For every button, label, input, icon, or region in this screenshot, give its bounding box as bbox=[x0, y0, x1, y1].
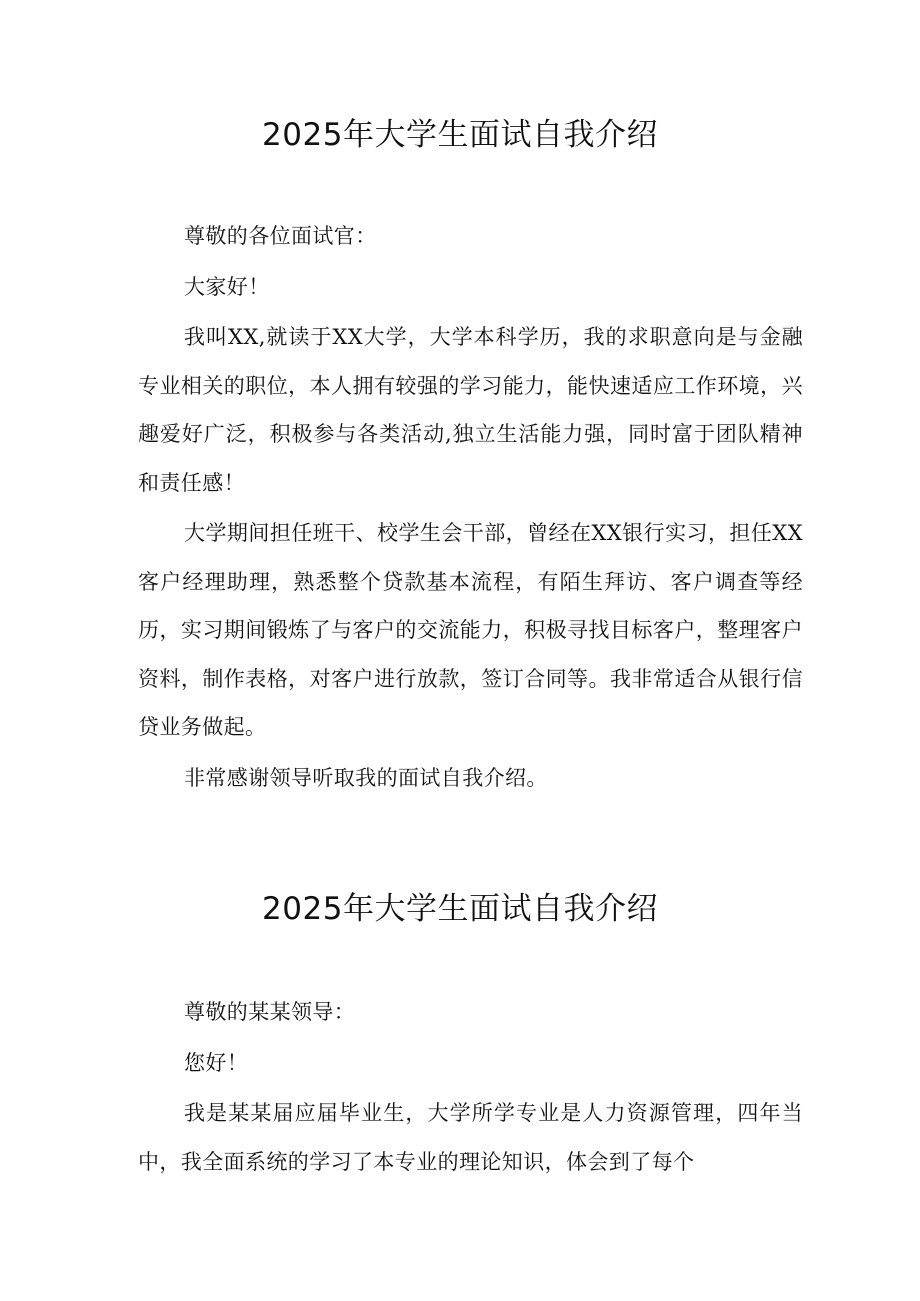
greeting: 您好！ bbox=[184, 1050, 249, 1075]
greeting: 大家好！ bbox=[184, 274, 270, 299]
body-paragraph: 我是某某届应届毕业生，大学所学专业是人力资源管理，四年当中，我全面系统的学习了本专业的理论知识，体会到了每个 bbox=[138, 1101, 803, 1174]
section-2-title: 2025年大学生面试自我介绍 bbox=[262, 891, 658, 927]
section-2-body bbox=[138, 988, 803, 1188]
section-1-body bbox=[138, 212, 803, 804]
body-paragraph: 大学期间担任班干、校学生会干部，曾经在XX银行实习，担任XX客户经理助理，熟悉整个贷款基本流程，有陌生拜访、客户调查等经历，实习期间锻炼了与客户的交流能力，积极寻找目标客户，整理客户资料，制作表格，对客户进行放款，签订合同等。我非常适合从银行信贷业务做起。 bbox=[138, 521, 803, 739]
salutation: 尊敬的某某领导： bbox=[184, 1000, 356, 1024]
section-1-title: 2025年大学生面试自我介绍 bbox=[262, 117, 658, 153]
closing-paragraph: 非常感谢领导听取我的面试自我介绍。 bbox=[184, 765, 548, 790]
body-paragraph: 我叫XX,就读于XX大学，大学本科学历，我的求职意向是与金融专业相关的职位，本人拥有较强的学习能力，能快速适应工作环境，兴趣爱好广泛，积极参与各类活动,独立生活能力强，同时富于团队精神和责任感！ bbox=[138, 325, 803, 495]
salutation: 尊敬的各位面试官： bbox=[184, 224, 377, 248]
